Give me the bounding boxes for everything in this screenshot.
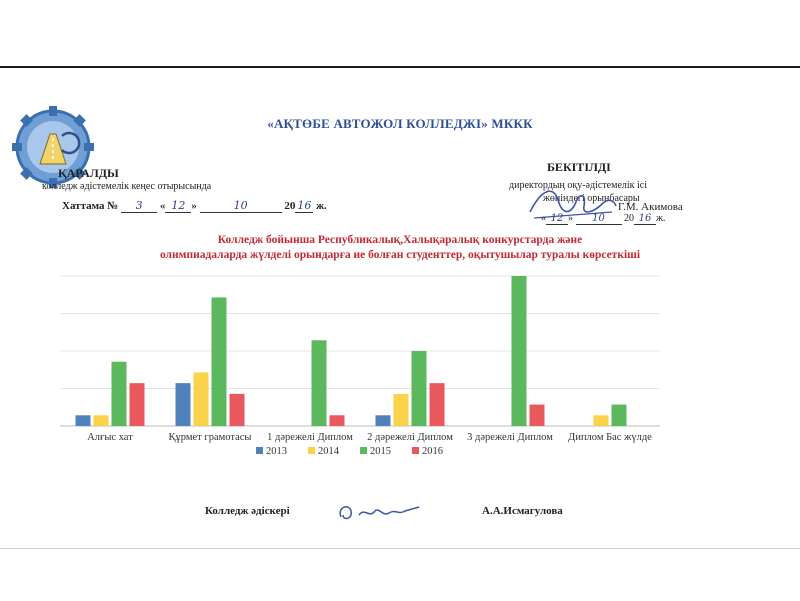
confirmed-heading: БЕКІТІЛДІ [547, 160, 611, 174]
confirmed-subtitle-1: директордың оқу-әдістемелік ісі [509, 180, 647, 191]
approved-heading: ҚАРАЛДЫ [58, 166, 119, 180]
date-quote-open: « [541, 213, 546, 224]
year-end: ж. [316, 200, 327, 212]
bar-2015-1 [112, 362, 127, 426]
methodist-signature [335, 497, 425, 527]
protocol-day: 12 [165, 199, 191, 213]
legend-label: 2014 [318, 446, 339, 457]
college-title: «АҚТӨБЕ АВТОЖОЛ КОЛЛЕДЖІ» МККК [267, 116, 533, 131]
protocol-line [62, 199, 327, 213]
footer-label: Колледж әдіскері [205, 505, 290, 517]
year-end: ж. [656, 213, 666, 224]
confirmed-year: 16 [634, 213, 656, 225]
protocol-month: 10 [200, 199, 282, 213]
bottom-margin-band [0, 548, 800, 601]
bar-2013-1 [76, 415, 91, 426]
chart-title-line-2: олимпиадаларда жүлделі орындарға ие болған студенттер, оқытушылар туралы көрсеткіші [159, 249, 641, 261]
legend-swatch-2013 [256, 447, 263, 454]
bar-2015-4 [412, 351, 427, 426]
bar-2016-5 [530, 405, 545, 426]
date-quote-close: » [568, 213, 573, 224]
date-quote-open: « [159, 200, 166, 212]
category-label: 2 дәрежелі Диплом [367, 432, 453, 443]
chart-title [70, 233, 730, 263]
bar-2016-2 [230, 394, 245, 426]
top-margin-band [0, 0, 800, 68]
bar-2015-3 [312, 340, 327, 426]
bar-2016-3 [330, 415, 345, 426]
bar-2015-6 [612, 405, 627, 426]
bar-2014-2 [194, 372, 209, 426]
legend-label: 2013 [266, 446, 287, 457]
legend-label: 2016 [422, 446, 443, 457]
bar-2013-2 [176, 383, 191, 426]
footer-name: А.А.Исмагулова [482, 505, 563, 517]
awards-bar-chart [48, 268, 672, 464]
protocol-year: 16 [297, 199, 312, 212]
legend-swatch-2016 [412, 447, 419, 454]
legend-swatch-2014 [308, 447, 315, 454]
category-label: Диплом Бас жүлде [568, 432, 652, 443]
date-quote-close: » [191, 200, 197, 212]
bar-2016-1 [130, 383, 145, 426]
category-label: 1 дәрежелі Диплом [267, 432, 353, 443]
bar-2016-4 [430, 383, 445, 426]
category-label: Алғыс хат [87, 432, 133, 443]
category-label: 3 дәрежелі Диплом [467, 432, 553, 443]
category-label: Құрмет грамотасы [168, 432, 252, 443]
confirmed-day: 12 [546, 213, 568, 225]
year-prefix: 20 [624, 213, 634, 224]
approved-subtitle: колледж әдістемелік кеңес отырысында [42, 181, 212, 192]
bar-2014-4 [394, 394, 409, 426]
chart-title-line-1: Колледж бойынша Республикалық,Халықаралық конкурстарда және [217, 234, 583, 246]
protocol-number: 3 [121, 199, 157, 213]
legend-swatch-2015 [360, 447, 367, 454]
confirmed-subtitle-2: жөніндегі орынбасары [543, 193, 640, 204]
year-prefix: 20 [284, 200, 296, 212]
legend-label: 2015 [370, 446, 391, 457]
bar-2014-1 [94, 415, 109, 426]
bar-2015-2 [212, 297, 227, 426]
protocol-label: Хаттама № [62, 200, 119, 212]
bar-2014-6 [594, 415, 609, 426]
bar-2015-5 [512, 276, 527, 426]
confirmed-month: 10 [576, 213, 622, 225]
bar-2013-4 [376, 415, 391, 426]
confirmed-date [541, 213, 665, 225]
signer-name: Г.М. Акимова [618, 201, 683, 213]
